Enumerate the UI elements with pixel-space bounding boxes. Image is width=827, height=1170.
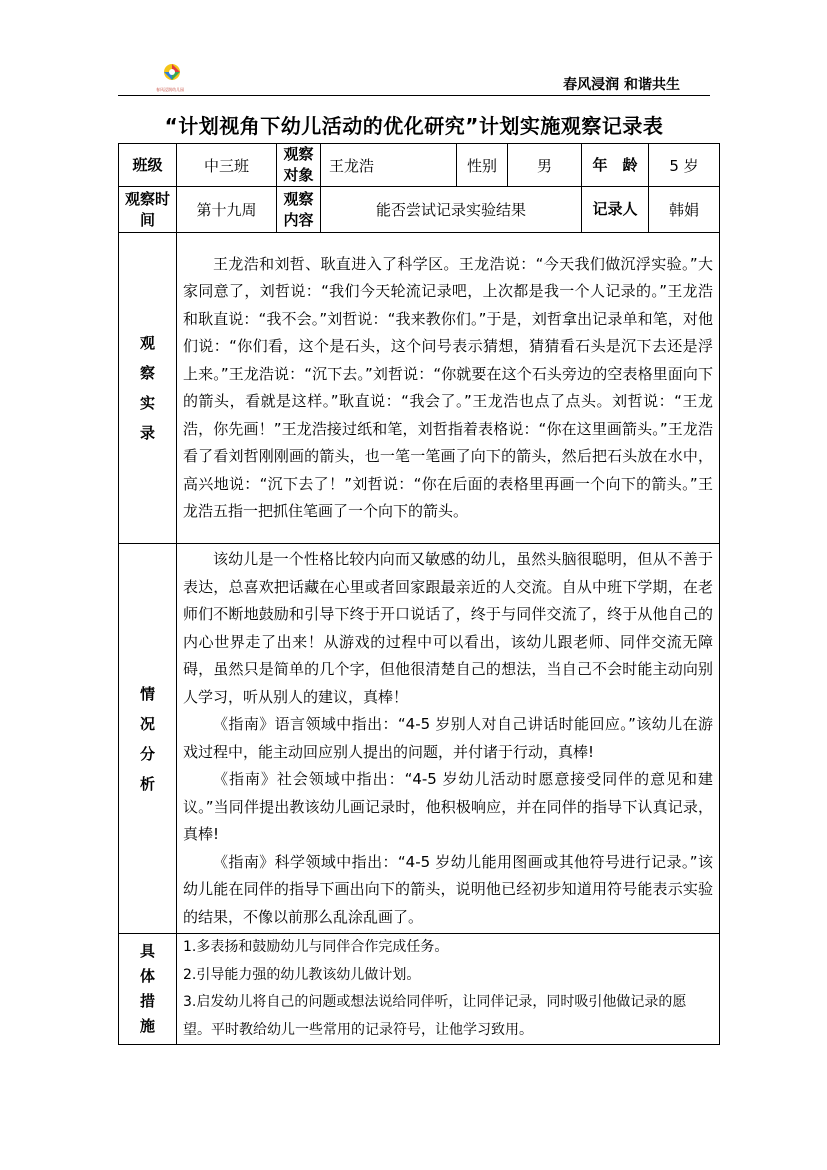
measures-content [177,934,720,1045]
observation-label-char: 录 [139,424,155,442]
analysis-paragraph: 该幼儿是一个性格比较内向而又敏感的幼儿，虽然头脑很聪明，但从不善于表达，总喜欢把话藏在心里或者回家跟最亲近的人交流。自从中班下学期，在老师们不断地鼓励和引导下终于开口说话了，终于与同伴交流了，终于从他自己的内心世界走了出来！从游戏的过程中可以看出，该幼儿跟老师、同伴交流无障碍，虽然只是简单的几个字，但他很清楚自己的想法，当自己不会时能主动向别人学习，听从别人的建议，真棒！ [183,550,713,706]
analysis-content [177,544,720,934]
recorder-label: 记录人 [582,187,649,233]
analysis-paragraph: 《指南》语言领域中指出：“4-5 岁别人对自己讲话时能回应。”该幼儿在游戏过程中，能主动回应别人提出的问题，并付诸于行动，真棒! [183,715,713,761]
measures-label-char: 具 [139,942,155,960]
gender-label: 性别 [457,144,508,187]
time-label: 观察时间 [119,187,177,233]
measures-label [119,934,177,1045]
measures-label-char: 施 [139,1017,155,1035]
observation-paragraph: 王龙浩和刘哲、耿直进入了科学区。王龙浩说：“今天我们做沉浮实验。”大家同意了，刘哲说：“我们今天轮流记录吧，上次都是我一个人记录的。”王龙浩和耿直说：“我不会。”刘哲说：“我来教你们。”于是，刘哲拿出记录单和笔，对他们说：“你们看，这个是石头，这个问号表示猜想，猜猜看石头是沉下去还是浮上来。”王龙浩说：“沉下去。”刘哲说：“你就要在这个石头旁边的空表格里面向下的箭头，看就是这样。”耿直说：“我会了。”王龙浩也点了点头。刘哲说：“王龙浩，你先画！”王龙浩接过纸和笔，刘哲指着表格说：“你在这里画箭头。”王龙浩看了看刘哲刚刚画的箭头，也一笔一笔画了向下的箭头，然后把石头放在水中，高兴地说：“沉下去了！”刘哲说：“你在后面的表格里再画一个向下的箭头。”王龙浩五指一把抓住笔画了一个向下的箭头。 [183,254,713,520]
age-value: 5 岁 [649,144,720,187]
age-label: 年 龄 [582,144,649,187]
measures-row [119,934,720,1045]
observation-label [119,233,177,544]
measures-label-char: 体 [139,967,155,985]
measure-item: 1.多表扬和鼓励幼儿与同伴合作完成任务。 [183,939,449,955]
time-value: 第十九周 [177,187,277,233]
analysis-label-char: 析 [139,774,155,793]
class-value: 中三班 [177,144,277,187]
page-header [118,62,710,96]
measure-item: 3.启发幼儿将自己的问题或想法说给同伴听，让同伴记录，同时吸引他做记录的愿望。平时教给幼儿一些常用的记录符号，让他学习致用。 [183,994,687,1038]
info-row-2 [119,187,720,233]
observation-record-table [118,143,720,1045]
subject-label: 观察对象 [277,144,321,187]
class-label: 班级 [119,144,177,187]
observation-label-char: 察 [139,364,155,382]
info-row-1 [119,144,720,187]
header-divider [118,95,710,96]
header-motto: 春风浸润 和谐共生 [563,77,680,93]
observation-row [119,233,720,544]
kindergarten-logo [162,62,182,86]
analysis-row [119,544,720,934]
measures-label-char: 措 [139,992,155,1010]
observation-label-char: 观 [139,334,155,352]
recorder-value: 韩娟 [649,187,720,233]
analysis-label-char: 情 [139,684,155,703]
analysis-paragraph: 《指南》社会领域中指出：“4-5 岁幼儿活动时愿意接受同伴的意见和建议。”当同伴提出教该幼儿画记录时，他积极响应，并在同伴的指导下认真记录，真棒! [183,770,713,843]
observation-label-char: 实 [139,394,155,412]
analysis-paragraph: 《指南》科学领域中指出：“4-5 岁幼儿能用图画或其他符号进行记录。”该幼儿能在同伴的指导下画出向下的箭头，说明他已经初步知道用符号能表示实验的结果，不像以前那么乱涂乱画了。 [183,852,713,926]
logo-text: 春风浸润幼儿园 [156,87,184,92]
analysis-label-char: 分 [139,744,155,763]
content-label: 观察内容 [277,187,321,233]
subject-value: 王龙浩 [321,144,457,187]
measure-item: 2.引导能力强的幼儿教该幼儿做计划。 [183,966,421,983]
analysis-label [119,544,177,934]
gender-value: 男 [508,144,582,187]
observation-content [177,233,720,544]
document-title: “计划视角下幼儿活动的优化研究”计划实施观察记录表 [164,114,664,138]
content-value: 能否尝试记录实验结果 [321,187,582,233]
analysis-label-char: 况 [139,714,155,733]
